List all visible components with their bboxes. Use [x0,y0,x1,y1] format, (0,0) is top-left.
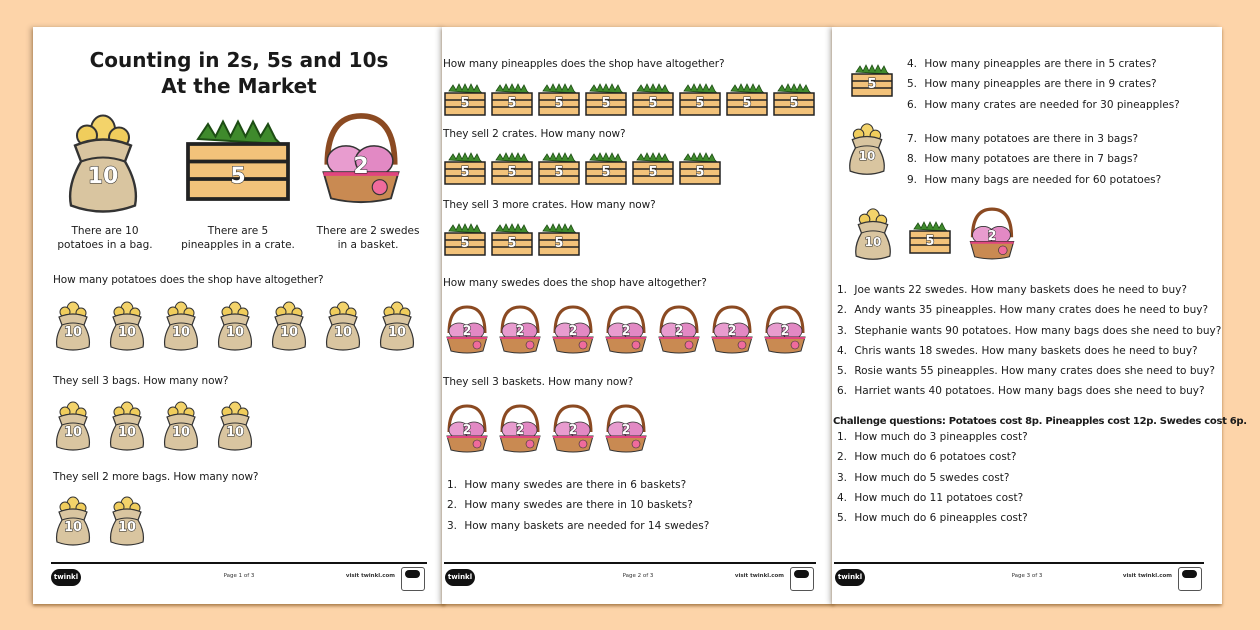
question-item: 2. How much do 6 potatoes cost? [837,451,1017,464]
swede-basket-icon: 2 [761,302,809,358]
pineapple-crate-icon: 5 [678,148,722,190]
question-text: They sell 2 more bags. How many now? [53,471,259,483]
question-item: 9. How many bags are needed for 60 potatoes? [907,173,1162,186]
question-text: They sell 3 bags. How many now? [53,375,229,387]
question-item: 1. Joe wants 22 swedes. How many baskets does he need to buy? [837,284,1187,296]
caption-pineapples: There are 5 pineapples in a crate. [181,225,295,251]
question-list [447,475,709,536]
question-item: 2. Andy wants 35 pineapples. How many crates does he need to buy? [837,304,1209,317]
swede-basket-icon: 2 [549,401,597,457]
potato-bag-icon: 10 [323,295,363,355]
question-text: They sell 3 more crates. How many now? [443,199,656,211]
potato-bag-icon: 10 [107,295,147,355]
question-item: 5. How many pineapples are there in 9 crates? [907,78,1157,91]
page-number: Page 2 of 3 [622,573,654,579]
pineapple-crate-icon: 5 [443,79,487,121]
question-item: 3. How many baskets are needed for 14 swedes? [447,519,710,532]
potato-bag-icon: 10 [107,490,147,550]
pineapple-crate-icon: 5 [631,148,675,190]
potato-bag-icon: 10 [53,490,93,550]
question-item: 4. Chris wants 18 swedes. How many baskets does he need to buy? [837,344,1198,357]
question-item: 8. How many potatoes are there in 7 bags? [907,153,1139,166]
crate-row [443,219,581,261]
question-item: 3. Stephanie wants 90 potatoes. How many bags does she need to buy? [837,324,1222,337]
potato-bag-row [53,490,147,550]
pineapple-crate-icon: 5 [772,79,816,121]
basket-row [443,401,650,457]
pineapple-crate-icon: 5 [490,219,534,261]
pineapple-crate-icon: 5 [537,148,581,190]
swede-basket-icon: 2 [602,401,650,457]
pineapple-crate-icon: 5 [631,79,675,121]
challenge-question-list [837,427,1028,528]
potato-bag-icon: 10 [53,395,93,455]
potato-bag-icon: 10 [161,395,201,455]
page-title: Counting in 2s, 5s and 10s [89,48,389,72]
page-number: Page 1 of 3 [223,573,255,579]
question-item: 5. Rosie wants 55 pineapples. How many crates does she need to buy? [837,365,1215,378]
pineapple-crate-icon: 5 [584,148,628,190]
potato-bag-row [53,295,417,355]
word-problem-list [837,280,1221,402]
worksheet-page-2 [442,27,834,604]
question-item: 6. Harriet wants 40 potatoes. How many bags does she need to buy? [837,385,1205,398]
pineapple-questions [907,54,1180,115]
swede-basket-icon: 2 [496,401,544,457]
swede-basket-icon: 2 [655,302,703,358]
question-text: How many potatoes does the shop have altogether? [53,274,324,286]
pineapple-crate-icon: 5 [537,79,581,121]
pineapple-crate-icon: 5 [183,109,293,214]
challenge-heading: Challenge questions: Potatoes cost 8p. Pineapples cost 12p. Swedes cost 6p. [833,416,1247,427]
pineapple-crate-icon: 5 [908,217,952,259]
caption-potatoes: There are 10 potatoes in a bag. [57,225,153,251]
question-item: 2. How many swedes are there in 10 baskets? [447,499,693,512]
swede-basket-icon: 2 [549,302,597,358]
swede-basket-icon: 2 [602,302,650,358]
swede-basket-icon: 2 [708,302,756,358]
twinkl-logo: twinkl [51,569,81,586]
question-item: 5. How much do 6 pineapples cost? [837,512,1028,525]
basket-row [443,302,809,358]
potato-bag-icon: 10 [269,295,309,355]
question-item: 1. How much do 3 pineapples cost? [837,431,1028,443]
quality-badge-icon [401,567,425,591]
visit-link[interactable]: visit twinkl.com [1122,573,1172,579]
pineapple-crate-icon: 5 [443,219,487,261]
pineapple-crate-icon: 5 [725,79,769,121]
question-item: 4. How much do 11 potatoes cost? [837,491,1024,504]
page-number: Page 3 of 3 [1011,573,1043,579]
potato-bag-icon: 10 [377,295,417,355]
caption-swedes: There are 2 swedes in a basket. [316,225,420,251]
quality-badge-icon [790,567,814,591]
question-item: 6. How many crates are needed for 30 pineapples? [907,98,1180,111]
swede-basket-icon: 2 [316,109,406,209]
pineapple-crate-icon: 5 [584,79,628,121]
pineapple-crate-icon: 5 [443,148,487,190]
potato-bag-icon: 10 [846,117,888,179]
page-subtitle: At the Market [161,74,317,98]
potato-bag-icon: 10 [63,109,143,214]
potato-bag-icon: 10 [215,395,255,455]
potato-bag-icon: 10 [161,295,201,355]
swede-basket-icon: 2 [496,302,544,358]
potato-bag-icon: 10 [53,295,93,355]
potato-bag-icon: 10 [852,202,894,264]
question-text: How many pineapples does the shop have altogether? [443,58,725,70]
pineapple-crate-icon: 5 [678,79,722,121]
swede-basket-icon: 2 [443,401,491,457]
question-item: 4. How many pineapples are there in 5 crates? [907,58,1157,70]
question-item: 1. How many swedes are there in 6 baskets? [447,479,687,491]
worksheet-page-1 [33,27,445,604]
pineapple-crate-icon: 5 [850,61,894,101]
potato-bag-icon: 10 [215,295,255,355]
twinkl-logo: twinkl [445,569,475,586]
footer-divider [51,562,427,564]
pineapple-crate-icon: 5 [537,219,581,261]
question-text: How many swedes does the shop have altogether? [443,277,707,289]
pineapple-crate-icon: 5 [490,79,534,121]
potato-bag-row [53,395,255,455]
question-item: 3. How much do 5 swedes cost? [837,471,1010,484]
footer-divider [834,562,1204,564]
worksheet-page-3 [832,27,1247,604]
question-item: 7. How many potatoes are there in 3 bags? [907,133,1139,145]
twinkl-logo: twinkl [835,569,865,586]
swede-basket-icon: 2 [443,302,491,358]
pineapple-crate-icon: 5 [490,148,534,190]
visit-link[interactable]: visit twinkl.com [345,573,395,579]
swede-basket-icon: 2 [966,205,1018,263]
question-text: They sell 2 crates. How many now? [443,128,626,140]
visit-link[interactable]: visit twinkl.com [734,573,784,579]
question-text: They sell 3 baskets. How many now? [443,376,634,388]
crate-row [443,79,816,121]
crate-row [443,148,722,190]
quality-badge-icon [1178,567,1202,591]
footer-divider [444,562,816,564]
potato-bag-icon: 10 [107,395,147,455]
potato-questions [907,129,1161,190]
